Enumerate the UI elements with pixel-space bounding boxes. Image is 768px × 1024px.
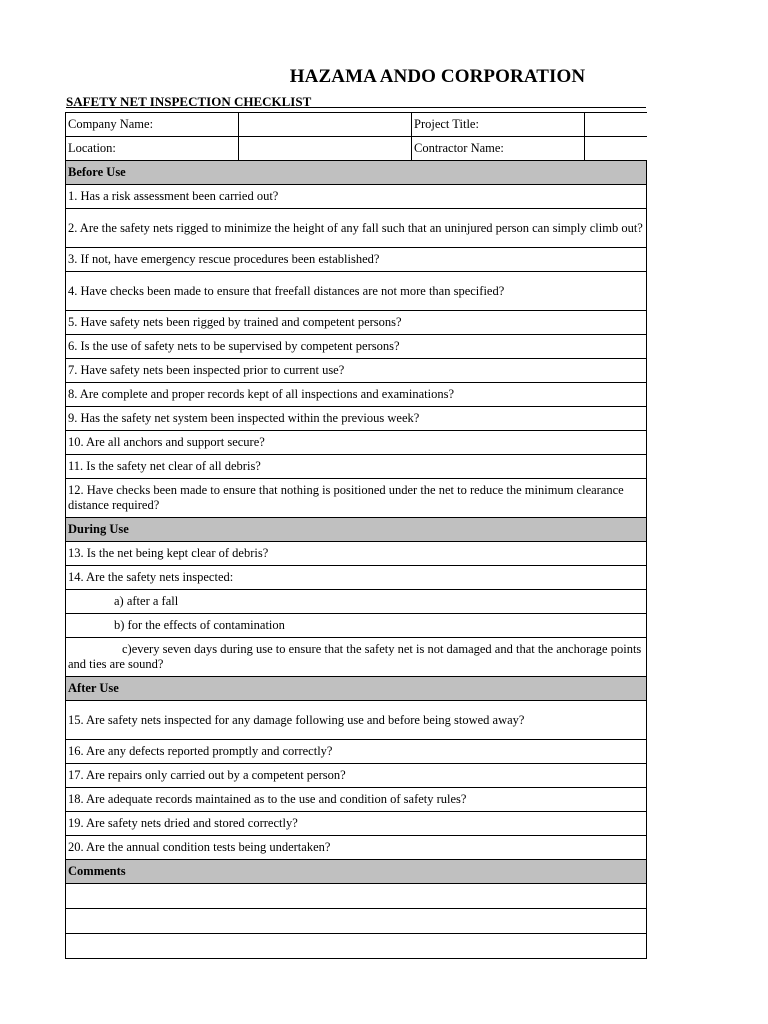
- question-row: [66, 209, 647, 248]
- question-text: 13. Is the net being kept clear of debris?: [66, 542, 647, 566]
- question-row: [66, 383, 647, 407]
- section-before-use: [66, 161, 647, 185]
- question-text: 6. Is the use of safety nets to be supervised by competent persons?: [66, 335, 647, 359]
- question-row: [66, 701, 647, 740]
- question-row: [66, 764, 647, 788]
- question-text: 18. Are adequate records maintained as to the use and condition of safety rules?: [66, 788, 647, 812]
- question-text: 7. Have safety nets been inspected prior to current use?: [66, 359, 647, 383]
- question-text: 10. Are all anchors and support secure?: [66, 431, 647, 455]
- question-row: [66, 542, 647, 566]
- question-row: [66, 638, 647, 677]
- question-text: a) after a fall: [66, 590, 647, 614]
- section-label: Before Use: [66, 161, 647, 185]
- question-text: 3. If not, have emergency rescue procedures been established?: [66, 248, 647, 272]
- question-row: [66, 740, 647, 764]
- project-title-field[interactable]: [585, 113, 647, 137]
- question-text: 15. Are safety nets inspected for any damage following use and before being stowed away?: [66, 701, 647, 740]
- checklist-table: [65, 112, 647, 959]
- question-row: [66, 566, 647, 590]
- question-row: [66, 614, 647, 638]
- question-text-inner: c)every seven days during use to ensure that the safety net is not damaged and that the anchorage points and ties are sound?: [68, 642, 642, 671]
- question-text: 1. Has a risk assessment been carried out?: [66, 185, 647, 209]
- question-row: [66, 359, 647, 383]
- question-text: 17. Are repairs only carried out by a competent person?: [66, 764, 647, 788]
- question-text: [66, 638, 647, 677]
- question-row: [66, 479, 647, 518]
- section-label: After Use: [66, 677, 647, 701]
- question-row: [66, 335, 647, 359]
- question-row: [66, 407, 647, 431]
- comment-line: [66, 934, 647, 959]
- checklist-title: SAFETY NET INSPECTION CHECKLIST: [66, 94, 312, 109]
- question-text: 9. Has the safety net system been inspected within the previous week?: [66, 407, 647, 431]
- question-text: 16. Are any defects reported promptly and correctly?: [66, 740, 647, 764]
- question-row: [66, 431, 647, 455]
- company-name-field[interactable]: [239, 113, 412, 137]
- comment-field[interactable]: [66, 884, 647, 909]
- title-rule: [66, 107, 646, 108]
- contractor-name-field[interactable]: [585, 137, 647, 161]
- question-row: [66, 272, 647, 311]
- question-text: 4. Have checks been made to ensure that freefall distances are not more than specified?: [66, 272, 647, 311]
- question-text: 2. Are the safety nets rigged to minimize the height of any fall such that an uninjured person can simply climb out?: [66, 209, 647, 248]
- question-text: b) for the effects of contamination: [66, 614, 647, 638]
- question-text: 20. Are the annual condition tests being undertaken?: [66, 836, 647, 860]
- question-text: 14. Are the safety nets inspected:: [66, 566, 647, 590]
- question-row: [66, 788, 647, 812]
- location-label: Location:: [66, 137, 239, 161]
- section-after-use: [66, 677, 647, 701]
- comment-line: [66, 909, 647, 934]
- question-text: 11. Is the safety net clear of all debris?: [66, 455, 647, 479]
- section-comments: [66, 860, 647, 884]
- question-text: 8. Are complete and proper records kept of all inspections and examinations?: [66, 383, 647, 407]
- section-during-use: [66, 518, 647, 542]
- info-row-2: [66, 137, 647, 161]
- question-row: [66, 248, 647, 272]
- comment-line: [66, 884, 647, 909]
- question-row: [66, 812, 647, 836]
- comment-field[interactable]: [66, 934, 647, 959]
- contractor-name-label: Contractor Name:: [412, 137, 585, 161]
- question-row: [66, 836, 647, 860]
- comment-field[interactable]: [66, 909, 647, 934]
- question-row: [66, 185, 647, 209]
- company-title: HAZAMA ANDO CORPORATION: [289, 66, 586, 87]
- info-row-1: [66, 113, 647, 137]
- section-label: Comments: [66, 860, 647, 884]
- question-text: 19. Are safety nets dried and stored correctly?: [66, 812, 647, 836]
- location-field[interactable]: [239, 137, 412, 161]
- section-label: During Use: [66, 518, 647, 542]
- question-row: [66, 455, 647, 479]
- question-row: [66, 590, 647, 614]
- question-row: [66, 311, 647, 335]
- question-text: 12. Have checks been made to ensure that nothing is positioned under the net to reduce the minimum clearance distance required?: [66, 479, 647, 518]
- company-name-label: Company Name:: [66, 113, 239, 137]
- question-text: 5. Have safety nets been rigged by trained and competent persons?: [66, 311, 647, 335]
- project-title-label: Project Title:: [412, 113, 585, 137]
